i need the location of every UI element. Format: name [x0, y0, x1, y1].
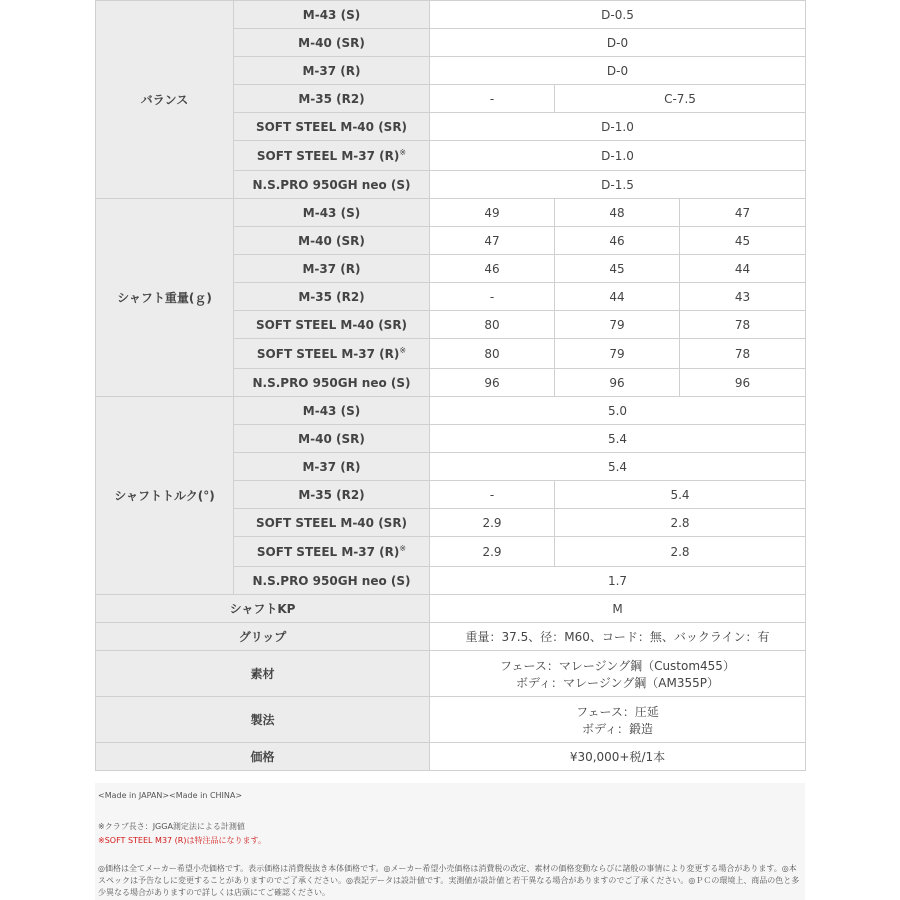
balance-value: D-1.0 [430, 141, 806, 171]
material-label: 素材 [96, 651, 430, 697]
shaft-name-text: SOFT STEEL M-37 (R) [256, 347, 400, 361]
torque-value: 5.4 [555, 481, 806, 509]
torque-value: 2.9 [430, 509, 555, 537]
weight-value: 47 [680, 199, 806, 227]
shaft-name: M-40 (SR) [234, 425, 430, 453]
weight-value: 47 [430, 227, 555, 255]
shaft-name: M-35 (R2) [234, 283, 430, 311]
shaft-name: M-43 (S) [234, 397, 430, 425]
table-row [96, 651, 806, 697]
shaft-name: M-40 (SR) [234, 29, 430, 57]
weight-value: 96 [680, 369, 806, 397]
shaft-name: N.S.PRO 950GH neo (S) [234, 369, 430, 397]
torque-value: - [430, 481, 555, 509]
balance-value: - [430, 85, 555, 113]
weight-value: 44 [680, 255, 806, 283]
weight-value: 78 [680, 339, 806, 369]
manufacturing-line-2: ボディ：鍛造 [581, 721, 654, 736]
balance-label: バランス [96, 1, 234, 199]
shaft-name: M-35 (R2) [234, 481, 430, 509]
weight-value: 96 [430, 369, 555, 397]
manufacturing-value [430, 697, 806, 743]
shaft-name: M-43 (S) [234, 1, 430, 29]
manufacturing-label: 製法 [96, 697, 430, 743]
weight-value: 80 [430, 339, 555, 369]
shaft-name: M-37 (R) [234, 453, 430, 481]
spec-table [95, 0, 806, 771]
weight-value: 49 [430, 199, 555, 227]
weight-label: シャフト重量(ｇ) [96, 199, 234, 397]
torque-value: 2.8 [555, 509, 806, 537]
note-mark: ※ [399, 148, 407, 157]
shaft-name-text: SOFT STEEL M-37 (R) [256, 545, 400, 559]
shaft-name: SOFT STEEL M-40 (SR) [234, 311, 430, 339]
balance-value: D-0.5 [430, 1, 806, 29]
weight-value: 96 [555, 369, 680, 397]
table-row [96, 743, 806, 771]
weight-value: 45 [555, 255, 680, 283]
table-row [96, 623, 806, 651]
torque-label: シャフトトルク(°) [96, 397, 234, 595]
weight-value: 79 [555, 311, 680, 339]
shaft-name-text: SOFT STEEL M-37 (R) [256, 149, 400, 163]
shaft-name [234, 537, 430, 567]
shaft-kp-value: M [430, 595, 806, 623]
weight-value: 78 [680, 311, 806, 339]
shaft-name [234, 339, 430, 369]
weight-value: 43 [680, 283, 806, 311]
note-mark: ※ [399, 544, 407, 553]
table-row [96, 397, 806, 425]
weight-value: - [430, 283, 555, 311]
balance-value: D-1.0 [430, 113, 806, 141]
table-row [96, 697, 806, 743]
weight-value: 44 [555, 283, 680, 311]
shaft-name: M-37 (R) [234, 57, 430, 85]
torque-value: 2.8 [555, 537, 806, 567]
spec-table-container [95, 0, 805, 771]
torque-value: 1.7 [430, 567, 806, 595]
torque-value: 5.4 [430, 453, 806, 481]
grip-value: 重量：37.5、径：M60、コード：無、バックライン：有 [430, 623, 806, 651]
weight-value: 46 [555, 227, 680, 255]
weight-value: 79 [555, 339, 680, 369]
torque-value: 2.9 [430, 537, 555, 567]
note-mark: ※ [399, 346, 407, 355]
weight-value: 48 [555, 199, 680, 227]
balance-value: C-7.5 [555, 85, 806, 113]
table-row [96, 1, 806, 29]
shaft-name: SOFT STEEL M-40 (SR) [234, 113, 430, 141]
price-label: 価格 [96, 743, 430, 771]
material-value [430, 651, 806, 697]
material-line-2: ボディ：マレージング鋼（AM355P） [516, 675, 719, 690]
shaft-name: SOFT STEEL M-40 (SR) [234, 509, 430, 537]
shaft-name: M-37 (R) [234, 255, 430, 283]
manufacturing-line-1: フェース：圧延 [576, 704, 659, 719]
torque-value: 5.4 [430, 425, 806, 453]
torque-value: 5.0 [430, 397, 806, 425]
table-row [96, 199, 806, 227]
shaft-name: N.S.PRO 950GH neo (S) [234, 171, 430, 199]
shaft-kp-label: シャフトKP [96, 595, 430, 623]
weight-value: 46 [430, 255, 555, 283]
club-length-note: ※クラブ長さ：JGGA測定法による計測値 [98, 822, 245, 831]
grip-label: グリップ [96, 623, 430, 651]
footer-notes [95, 783, 805, 900]
material-line-1: フェース：マレージング鋼（Custom455） [500, 658, 735, 673]
balance-value: D-1.5 [430, 171, 806, 199]
special-order-note: ※SOFT STEEL M37 (R)は特注品になります。 [98, 836, 266, 845]
shaft-name: M-35 (R2) [234, 85, 430, 113]
weight-value: 45 [680, 227, 806, 255]
price-value: ¥30,000+税/1本 [430, 743, 806, 771]
disclaimer-notes: ◎価格は全てメーカー希望小売価格です。表示価格は消費税抜き本体価格です。◎メーカー希望小売価格は消費税の改定、素材の価格変動ならびに諸般の事情により変更する場合があります。◎本スペックは予告なしに変更することがありますのでご了承ください。◎表記データは設計値です。実測値が設計値と若干異なる場合がありますのでご了承ください。◎ＰＣの環境上、商品の色と多少異なる場合がありますので詳しくは店頭にてご確認ください。 [98, 864, 800, 897]
made-in-text: <Made in JAPAN><Made in CHINA> [98, 791, 243, 800]
shaft-name [234, 141, 430, 171]
shaft-name: M-40 (SR) [234, 227, 430, 255]
balance-value: D-0 [430, 29, 806, 57]
shaft-name: N.S.PRO 950GH neo (S) [234, 567, 430, 595]
table-row [96, 595, 806, 623]
weight-value: 80 [430, 311, 555, 339]
balance-value: D-0 [430, 57, 806, 85]
shaft-name: M-43 (S) [234, 199, 430, 227]
